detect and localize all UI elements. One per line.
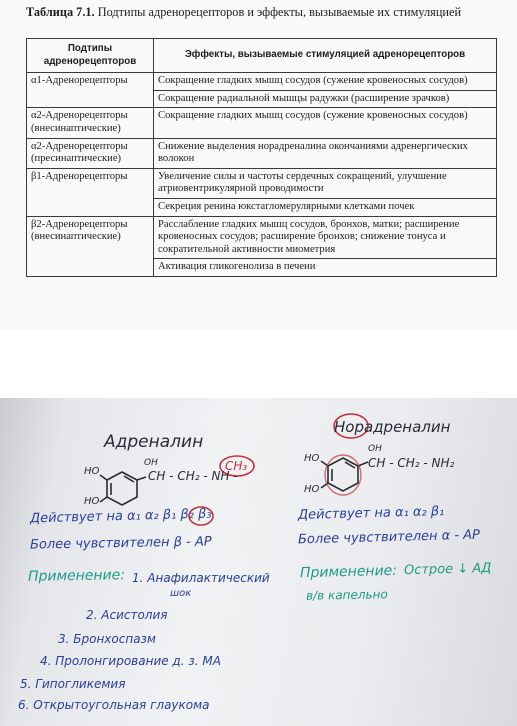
table-cell-effect: Увеличение силы и частоты сердечных сокращений, улучшение атриовентрикулярной проводимости [154, 168, 497, 198]
left-usage-item: 1. Анафилактический [132, 571, 270, 585]
table-cell-effect: Сокращение гладких мышц сосудов (сужение кровеносных сосудов) [154, 73, 497, 91]
table-row [27, 108, 497, 138]
right-usage-route: в/в капельно [305, 587, 388, 603]
table-cell-effect: Расслабление гладких мышц сосудов, бронхов, матки; расширение кровеносных сосудов; расширение бронхов; снижение тонуса и сократительной активности миометрия [154, 216, 497, 259]
left-acts-on: Действует на α₁ α₂ β₁ β₂ β₃ [29, 506, 212, 527]
table-cell-subtype: α1-Адренорецепторы [27, 73, 154, 108]
left-usage-item: 3. Бронхоспазм [58, 632, 156, 646]
right-title: Норадреналин [334, 418, 451, 436]
left-usage-item: шок [170, 588, 192, 599]
right-oh: OH [368, 444, 382, 454]
table-cell-subtype: α2-Адренорецепторы (внесинаптические) [27, 108, 154, 138]
left-usage-title: Применение: [27, 567, 126, 585]
table-row [27, 168, 497, 198]
table-cell-effect: Секреция ренина юкстагломерулярными клетками почек [154, 198, 497, 216]
left-sensitivity: Более чувствителен β - АР [29, 534, 212, 553]
table-header-row [27, 39, 497, 73]
table-cell-effect: Сокращение гладких мышц сосудов (сужение кровеносных сосудов) [154, 108, 497, 138]
left-usage-item: 2. Асистолия [86, 608, 168, 622]
left-ho-top: HO [84, 466, 100, 477]
table-cell-subtype: β1-Адренорецепторы [27, 168, 154, 216]
left-oh: OH [144, 458, 158, 468]
ring-highlight-circle [325, 455, 361, 495]
whiteboard-photo [0, 398, 517, 726]
benzene-ring-left [100, 472, 146, 505]
table-caption-text: Подтипы адренорецепторов и эффекты, вызываемые их стимуляцией [97, 5, 462, 19]
left-usage-item: 5. Гипогликемия [20, 677, 126, 691]
right-side-chain: CH - CH₂ - NH₂ [368, 456, 455, 470]
left-usage-item: 4. Пролонгирование д. з. МА [40, 654, 221, 668]
left-title: Адреналин [104, 432, 204, 452]
left-ho-bottom: HO [84, 496, 100, 507]
document-scan [0, 0, 517, 330]
right-usage-title: Применение: [299, 562, 398, 582]
table-cell-effect: Активация гликогенолиза в печени [154, 259, 497, 277]
table-cell-subtype: β2-Адренорецепторы (внесинаптические) [27, 216, 154, 276]
table-row [27, 73, 497, 91]
table-row [27, 138, 497, 168]
right-sensitivity: Более чувствителен α - АР [297, 527, 481, 548]
left-usage-item: 6. Открытоугольная глаукома [18, 698, 210, 712]
table-caption [26, 5, 496, 20]
right-ho-bottom: HO [304, 484, 320, 495]
table-caption-label: Таблица 7.1. [26, 5, 95, 19]
table-header-subtypes: Подтипы адренорецепторов [27, 39, 154, 73]
left-methyl: CH₃ [225, 459, 248, 473]
table-header-effects: Эффекты, вызываемые стимуляцией адренорецепторов [154, 39, 497, 73]
adrenoreceptor-table [26, 38, 497, 277]
right-acts-on: Действует на α₁ α₂ β₁ [297, 504, 445, 523]
table-cell-effect: Сокращение радиальной мышцы радужки (расширение зрачков) [154, 90, 497, 108]
table-cell-effect: Снижение выделения норадреналина окончаниями адренергических волокон [154, 138, 497, 168]
right-ho-top: HO [304, 453, 320, 464]
left-side-chain: CH - CH₂ - NH - [148, 469, 238, 483]
right-usage-text: Острое ↓ АД [403, 560, 492, 579]
blank-gap [0, 330, 517, 398]
table-row [27, 216, 497, 259]
table-cell-subtype: α2-Адренорецепторы (пресинаптические) [27, 138, 154, 168]
